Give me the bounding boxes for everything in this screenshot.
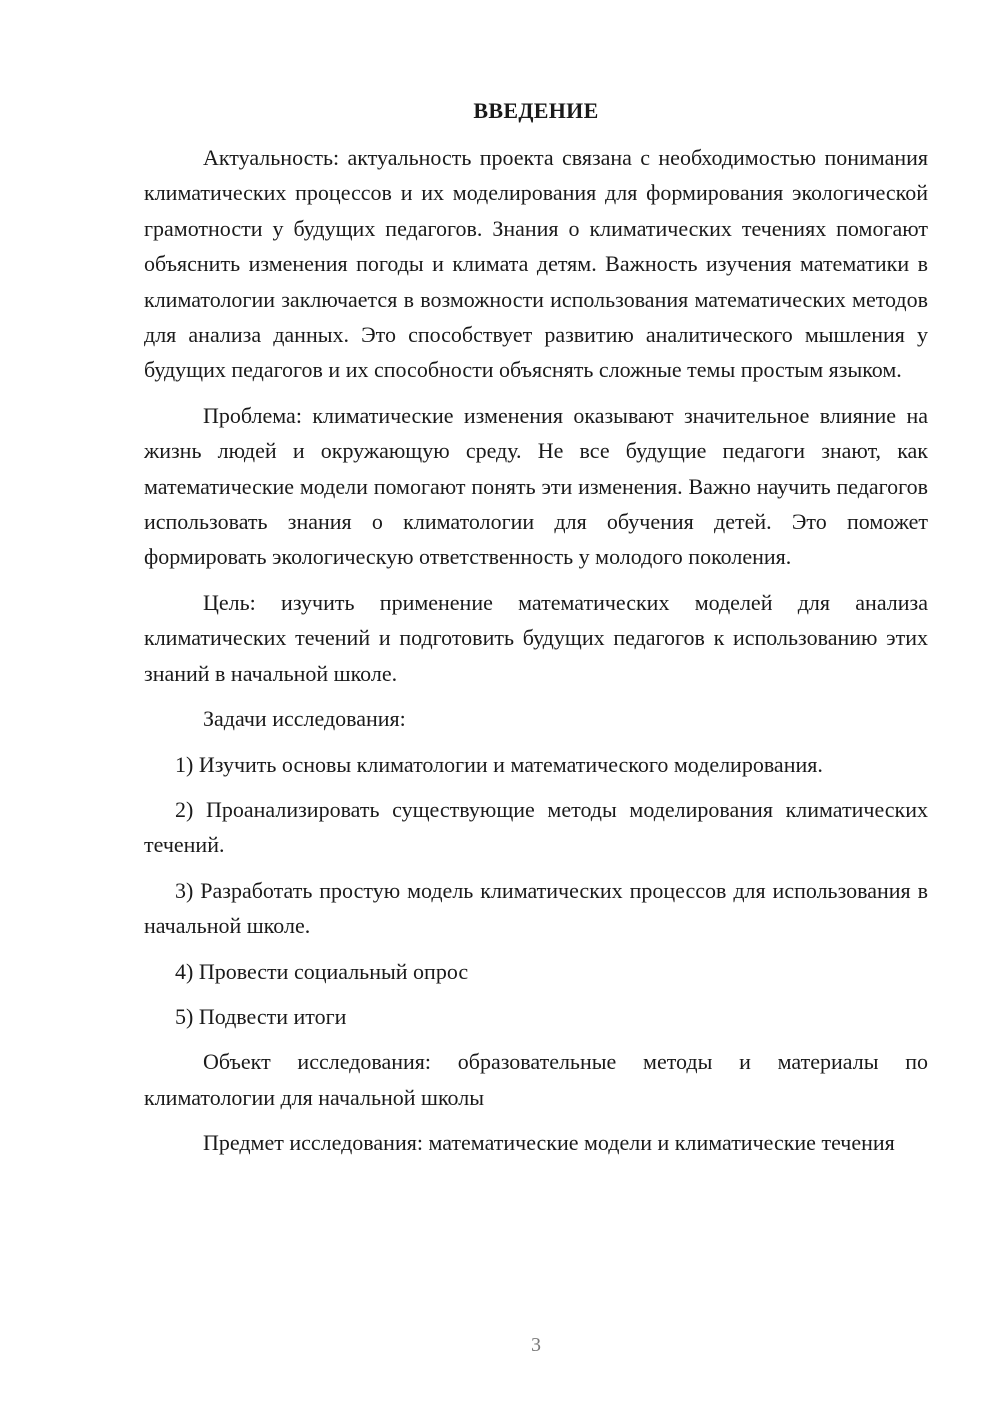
section-title: ВВЕДЕНИЕ (473, 98, 599, 123)
goal-paragraph: Цель: изучить применение математических моделей для анализа климатических течений и подготовить будущих педагогов к использованию этих знаний в начальной школе. (144, 589, 928, 686)
task-item-1: 1) Изучить основы климатологии и математического моделирования. (175, 751, 823, 777)
subject-paragraph: Предмет исследования: математические модели и климатические течения (203, 1130, 895, 1156)
tasks-heading: Задачи исследования: (203, 706, 406, 732)
relevance-paragraph: Актуальность: актуальность проекта связана с необходимостью понимания климатических процессов и их моделирования для формирования экологической грамотности у будущих педагогов. Знания о климатических течениях помогают объяснить изменения погоды и климата детям. Важность изучения математики в климатологии заключается в возможности использования математических методов для анализа данных. Это способствует развитию аналитического мышления у будущих педагогов и их способности объяснять сложные темы простым языком. (144, 145, 928, 383)
page-number: 3 (531, 1334, 541, 1356)
task-item-2: 2) Проанализировать существующие методы моделирования климатических течений. (144, 796, 928, 858)
document-page (144, 96, 928, 1171)
object-paragraph: Объект исследования: образовательные методы и материалы по климатологии для начальной школы (144, 1049, 928, 1110)
problem-paragraph: Проблема: климатические изменения оказывают значительное влияние на жизнь людей и окружающую среду. Не все будущие педагоги знают, как математические модели помогают понять эти изменения. Важно научить педагогов использовать знания о климатологии для обучения детей. Это поможет формировать экологическую ответственность у молодого поколения. (144, 402, 928, 570)
task-item-3: 3) Разработать простую модель климатических процессов для использования в начальной школе. (144, 877, 928, 939)
task-item-5: 5) Подвести итоги (175, 1003, 347, 1029)
task-item-4: 4) Провести социальный опрос (175, 958, 469, 984)
